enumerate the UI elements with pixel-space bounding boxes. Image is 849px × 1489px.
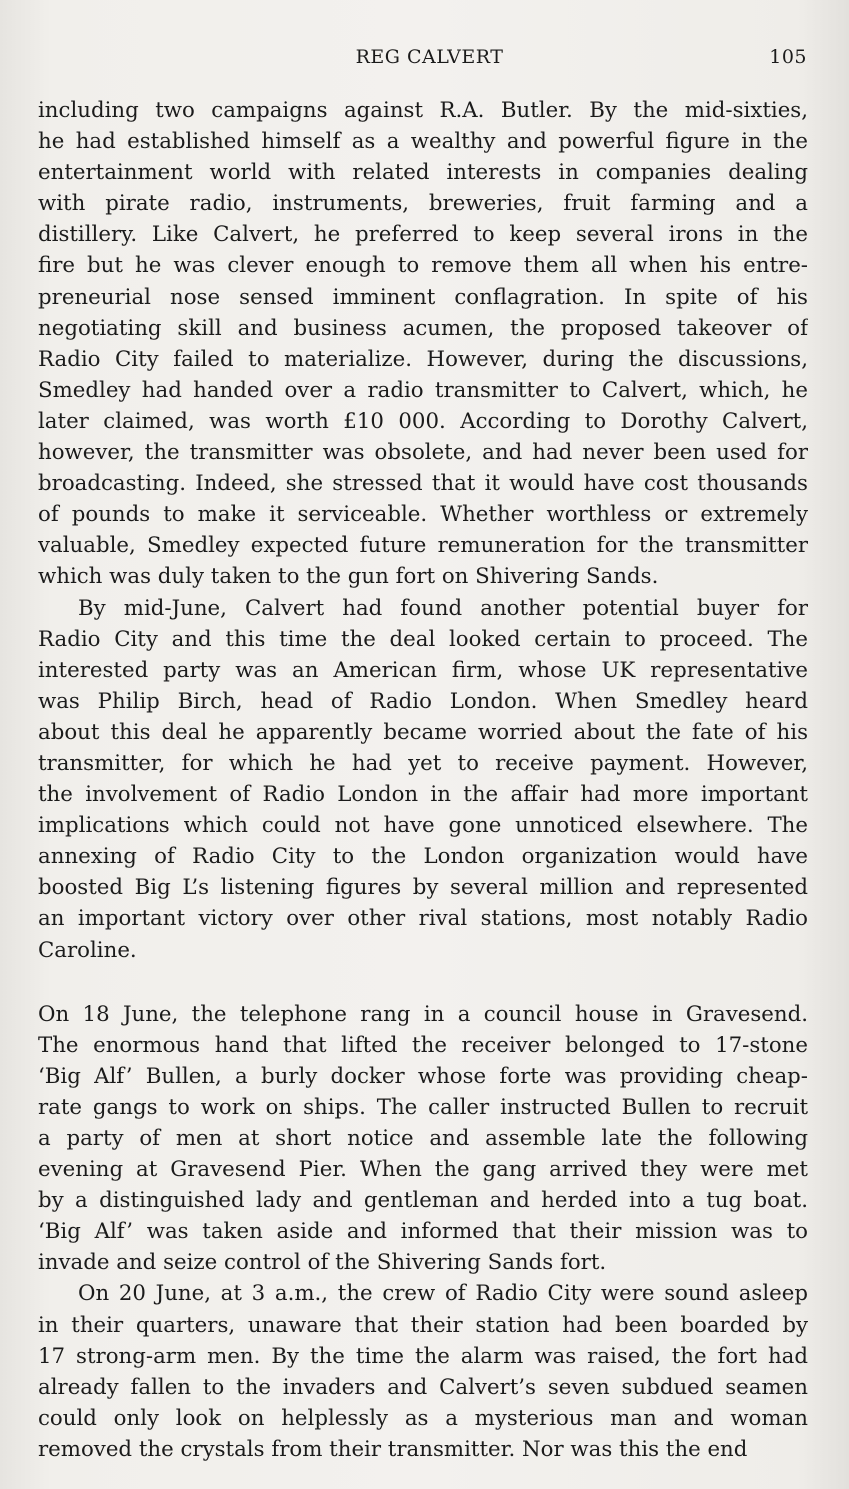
text-line: ‘Big Alf’ Bullen, a burly docker whose forte was providing cheap- bbox=[38, 1063, 808, 1089]
text-line: transmitter, for which he had yet to receive payment. However, bbox=[38, 750, 808, 776]
text-line: with pirate radio, instruments, breweries, fruit farming and a bbox=[38, 191, 808, 217]
text-line: an important victory over other rival stations, most notably Radio bbox=[38, 906, 808, 932]
paragraph bbox=[38, 593, 808, 966]
text-line: distillery. Like Calvert, he preferred to keep several irons in the bbox=[38, 222, 808, 248]
text-line: including two campaigns against R.A. Butler. By the mid-sixties, bbox=[38, 98, 808, 123]
text-line: Radio City and this time the deal looked certain to proceed. The bbox=[38, 626, 808, 652]
text-line: of pounds to make it serviceable. Whether worthless or extremely bbox=[38, 502, 808, 528]
text-line: a party of men at short notice and assemble late the following bbox=[38, 1126, 808, 1151]
text-line: 17 strong-arm men. By the time the alarm was raised, the fort had bbox=[38, 1343, 808, 1369]
page-number: 105 bbox=[769, 46, 807, 68]
text-line: later claimed, was worth £10 000. According to Dorothy Calvert, bbox=[38, 408, 808, 434]
text-line: implications which could not have gone unnoticed elsewhere. The bbox=[38, 813, 808, 839]
text-line: however, the transmitter was obsolete, and had never been used for bbox=[38, 440, 808, 466]
text-line: The enormous hand that lifted the receiver belonged to 17-stone bbox=[38, 1032, 808, 1058]
paragraph bbox=[38, 95, 808, 593]
section-break bbox=[38, 966, 808, 999]
text-line: valuable, Smedley expected future remuneration for the transmitter bbox=[38, 533, 808, 559]
text-line: by a distinguished lady and gentleman and herded into a tug boat. bbox=[38, 1188, 808, 1214]
text-line: ‘Big Alf’ was taken aside and informed that their mission was to bbox=[38, 1219, 808, 1245]
text-line: On 20 June, at 3 a.m., the crew of Radio City were sound asleep bbox=[78, 1281, 808, 1307]
text-line: preneurial nose sensed imminent conflagration. In spite of his bbox=[38, 284, 808, 310]
text-line: in their quarters, unaware that their station had been boarded by bbox=[38, 1312, 808, 1338]
text-line: he had established himself as a wealthy and powerful figure in the bbox=[38, 129, 808, 155]
text-line: about this deal he apparently became worried about the fate of his bbox=[38, 719, 808, 745]
running-header bbox=[0, 46, 849, 72]
body-text bbox=[38, 95, 808, 1465]
text-line: could only look on helplessly as a mysterious man and woman bbox=[38, 1405, 808, 1431]
chapter-title: REG CALVERT bbox=[355, 46, 504, 68]
text-line: Radio City failed to materialize. However, during the discussions, bbox=[38, 346, 808, 372]
text-line: invade and seize control of the Shivering Sands fort. bbox=[38, 1250, 607, 1276]
text-line: annexing of Radio City to the London organization would have bbox=[38, 844, 808, 870]
text-line: entertainment world with related interests in companies dealing bbox=[38, 160, 808, 186]
text-line: rate gangs to work on ships. The caller instructed Bullen to recruit bbox=[38, 1094, 808, 1120]
paragraph bbox=[38, 1278, 808, 1465]
text-line: On 18 June, the telephone rang in a council house in Gravesend. bbox=[38, 1001, 808, 1027]
text-line: interested party was an American firm, whose UK representative bbox=[38, 657, 808, 683]
text-line: the involvement of Radio London in the affair had more important bbox=[38, 782, 808, 808]
text-line: boosted Big L’s listening figures by several million and represented bbox=[38, 875, 808, 901]
text-line: fire but he was clever enough to remove them all when his entre- bbox=[38, 253, 808, 279]
text-line: removed the crystals from their transmitter. Nor was this the end bbox=[38, 1436, 748, 1462]
text-line: already fallen to the invaders and Calvert’s seven subdued seamen bbox=[38, 1374, 808, 1400]
text-line: Smedley had handed over a radio transmitter to Calvert, which, he bbox=[38, 377, 808, 403]
text-line: evening at Gravesend Pier. When the gang arrived they were met bbox=[38, 1157, 808, 1183]
text-line: was Philip Birch, head of Radio London. When Smedley heard bbox=[38, 688, 808, 714]
text-line: which was duly taken to the gun fort on Shivering Sands. bbox=[38, 564, 659, 590]
text-line: Caroline. bbox=[38, 937, 137, 963]
paragraph bbox=[38, 999, 808, 1279]
text-line: broadcasting. Indeed, she stressed that it would have cost thousands bbox=[38, 471, 808, 497]
text-line: By mid-June, Calvert had found another potential buyer for bbox=[78, 595, 808, 621]
text-line: negotiating skill and business acumen, the proposed takeover of bbox=[38, 315, 808, 341]
